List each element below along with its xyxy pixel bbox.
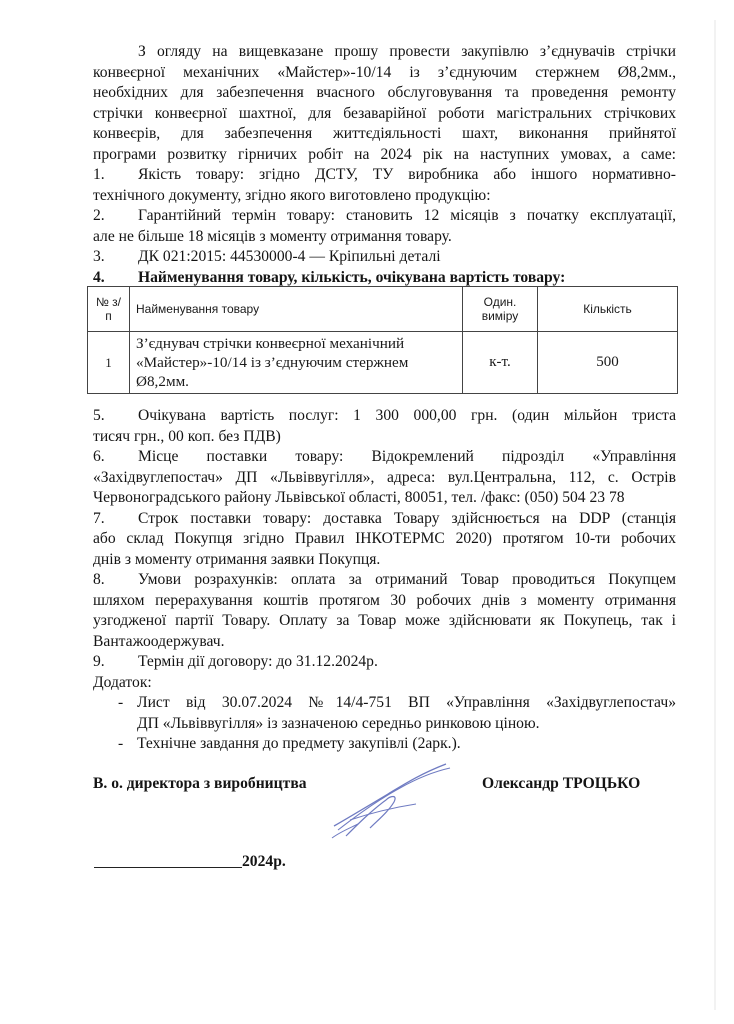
condition-text: Місце поставки товару: Відокремлений підрозділ «Управління [138, 448, 676, 465]
condition-text: шляхом перерахування коштів протягом 30 робочих днів з моменту отримання [93, 591, 676, 609]
condition-text: Гарантійний термін товару: становить 12 місяців з початку експлуатації, [138, 207, 676, 224]
header-unit: Один. виміру [463, 287, 538, 332]
condition-text: Вантажоодержувач. [93, 632, 225, 650]
appendix-text: Технічне завдання до предмету закупівлі (2арк.). [137, 735, 461, 752]
scan-edge-line [714, 20, 716, 1010]
header-qty: Кількість [538, 287, 678, 332]
condition-number: 9. [93, 653, 105, 670]
date-blank-field [94, 852, 242, 868]
condition-text: Умови розрахунків: оплата за отриманий Товар проводиться Покупцем [138, 571, 676, 588]
intro-line: конвеєрної механічних «Майстер»-10/14 із з’єднуючим стержнем Ø8,2мм., [93, 63, 676, 81]
condition-item [93, 165, 676, 186]
condition-item [93, 652, 676, 673]
appendix-item [93, 693, 676, 734]
condition-text: днів з моменту отримання заявки Покупця. [93, 550, 381, 568]
condition-text: Термін дії договору: до 31.12.2024р. [138, 653, 378, 670]
signatory-name: Олександр ТРОЦЬКО [482, 775, 641, 792]
signatory-title: В. о. директора з виробництва [93, 775, 307, 792]
condition-text: Якість товару: згідно ДСТУ, ТУ виробника або іншого нормативно- [138, 166, 676, 183]
condition-text: ДК 021:2015: 44530000-4 — Кріпильні деталі [138, 248, 441, 265]
condition-item [93, 406, 676, 427]
intro-line: З огляду на вищевказане прошу провести закупівлю з’єднувачів стрічки [138, 43, 676, 60]
condition-item [93, 247, 676, 268]
cell-num: 1 [88, 332, 130, 394]
condition-text: Червоноградського району Львівської області, 80051, тел. /факс: (050) 504 23 78 [93, 489, 625, 506]
condition-item [93, 509, 676, 530]
appendix-dash: - [118, 735, 124, 752]
condition-text: «Західвуглепостач» ДП «Львіввугілля», адреса: вул.Центральна, 112, с. Острів [93, 468, 676, 486]
table-row [88, 332, 678, 394]
cell-qty: 500 [538, 332, 678, 394]
condition-text: Строк поставки товару: доставка Товару здійснюється на DDP (станція [138, 509, 676, 527]
condition-item [93, 447, 676, 468]
condition-text: Очікувана вартість послуг: 1 300 000,00 грн. (один мільйон триста [138, 407, 676, 424]
condition-text: або склад Покупця згідно Правил ІНКОТЕРМС 2020) протягом 10-ти робочих [93, 530, 676, 547]
condition-number: 7. [93, 509, 105, 527]
intro-line: конвеєрів, для забезпечення життєдіяльності шахт, виконання прийнятої [93, 125, 676, 142]
appendix-item [93, 734, 676, 755]
intro-line: стрічки конвеєрної шахтної, для безаварійної роботи магістральних стрічкових [93, 104, 676, 122]
condition-text: Найменування товару, кількість, очікувана вартість товару: [138, 268, 566, 286]
condition-item [93, 268, 676, 289]
cell-unit: к-т. [463, 332, 538, 394]
appendix-text: ДП «Львіввугілля» із зазначеною середньо ринковою ціною. [137, 714, 540, 732]
date-line [94, 852, 286, 871]
condition-number: 8. [93, 571, 105, 588]
condition-text: технічного документу, згідно якого виготовлено продукцію: [93, 186, 491, 204]
goods-table [87, 286, 678, 394]
condition-number: 2. [93, 207, 105, 224]
condition-number: 4. [93, 268, 105, 286]
handwritten-signature [328, 758, 458, 843]
appendix-dash: - [118, 694, 124, 711]
condition-item [93, 206, 676, 227]
condition-number: 6. [93, 448, 105, 465]
conditions-bottom [93, 406, 676, 755]
intro-paragraph [93, 42, 676, 288]
appendix-title: Додаток: [93, 673, 152, 691]
intro-line: необхідних для забезпечення вчасного обслуговування та проведення ремонту [93, 84, 676, 101]
condition-text: але не більше 18 місяців з моменту отримання товару. [93, 227, 452, 245]
cell-name: З’єднувач стрічки конвеєрної механічний «Майстер»-10/14 із з’єднуючим стержнем Ø8,2мм. [130, 332, 463, 394]
condition-text: узгодженої партії Товару. Оплату за Товар може здійснювати як Покупець, так і [93, 612, 676, 629]
appendix-text: Лист від 30.07.2024 №14/4-751 ВП «Управління «Західвуглепостач» [137, 694, 676, 711]
table-header-row [88, 287, 678, 332]
header-name: Найменування товару [130, 287, 463, 332]
condition-number: 5. [93, 407, 105, 424]
condition-text: тисяч грн., 00 коп. без ПДВ) [93, 427, 281, 445]
intro-line: програми розвитку гірничих робіт на 2024 рік на наступних умовах, а саме: [93, 145, 676, 163]
condition-number: 3. [93, 248, 105, 265]
date-year: 2024р. [242, 853, 286, 870]
condition-number: 1. [93, 166, 105, 183]
condition-item [93, 570, 676, 591]
header-num: № з/п [88, 287, 130, 332]
